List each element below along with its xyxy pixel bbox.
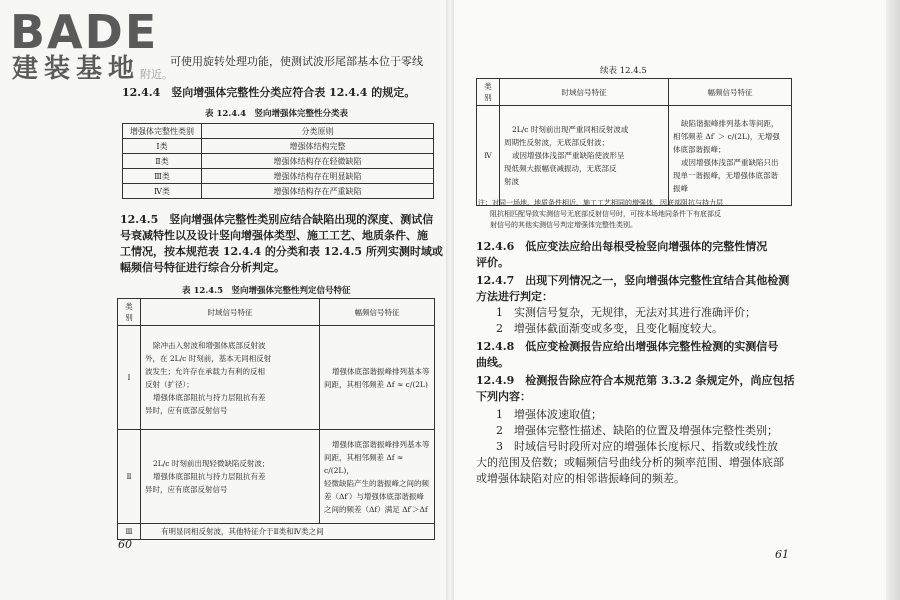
list-item: 或增强体缺陷对应的相邻谐振峰间的频差。	[476, 472, 685, 485]
list-item: 1 增强体波速取值；	[496, 408, 602, 421]
page-number: 61	[775, 548, 789, 561]
table-header-row	[123, 124, 434, 139]
cell-line: 除冲击入射波和增强体底部反射波	[153, 340, 266, 350]
cell-line: 增强体底部谐振峰排列基本等	[332, 366, 430, 376]
list-item: 大的范围及倍数；或幅频信号曲线分析的频率范围、增强体底部	[476, 456, 784, 469]
cell-line: 之间的频差（Δf）满足 Δf′＞Δf	[324, 504, 428, 514]
section-12-4-5-line: 号衰减特性以及设计竖向增强体类型、施工工艺、地质条件、施	[120, 229, 428, 242]
section-12-4-7: 方法进行判定：	[476, 290, 553, 303]
table-cell: 增强体结构存在明显缺陷	[202, 169, 434, 184]
section-12-4-9: 12.4.9 检测报告除应符合本规范第 3.3.2 条规定外，尚应包括	[476, 374, 795, 387]
table-header-row	[118, 299, 435, 326]
text-line: 可使用旋转处理功能，使测试波形尾部基本位于零线	[170, 55, 423, 68]
table-cell: Ⅱ类	[123, 154, 202, 169]
section-12-4-8: 曲线。	[476, 356, 509, 369]
list-item: 3 时域信号时段所对应的增强体长度标尺、指数或线性放	[496, 440, 778, 453]
table-cell: 有明显同相反射波，其他特征介于Ⅱ类和Ⅳ类之间	[141, 524, 435, 540]
section-12-4-5-line: 幅频信号特征进行综合分析判定。	[120, 261, 285, 274]
cell-line: 现低频大振幅衰减振动，无底部反	[504, 164, 617, 173]
cell-line: 差（Δf′）与增强体底部谐振峰	[324, 491, 424, 501]
section-12-4-6: 评价。	[476, 256, 509, 269]
cell-line: 异时，应有底部反射信号	[145, 485, 228, 494]
cell-line: 周期性反射波，无底部反射波；	[504, 138, 609, 147]
table-cell: 增强体结构存在轻微缺陷	[202, 154, 434, 169]
cell-line: 射波	[504, 177, 519, 186]
page-number: 60	[118, 538, 132, 551]
book-gutter	[446, 0, 454, 600]
column-header: 时域信号特征	[141, 299, 320, 326]
cell-line: 或因增强体浅部严重缺陷使波形呈	[512, 151, 625, 160]
section-12-4-6: 12.4.6 低应变法应给出每根受检竖向增强体的完整性情况	[476, 240, 768, 253]
table-row	[123, 184, 434, 199]
cell-line: 间距，其相邻频差 Δf ≈ c/(2L)	[324, 379, 428, 389]
cell-line: 缺陷谐振峰排列基本等间距，	[681, 118, 779, 128]
table-caption: 表 12.4.5 竖向增强体完整性判定信号特征	[182, 286, 351, 296]
table-row	[123, 139, 434, 154]
cell-line: 2L/c 时刻前出现严重同相反射波或	[512, 125, 629, 134]
table-cell: Ⅲ类	[123, 169, 202, 184]
cell-line: 外，在 2L/c 时刻前，基本无同相反射	[145, 353, 272, 363]
section-12-4-7: 12.4.7 出现下列情况之一，竖向增强体完整性宜结合其他检测	[476, 274, 790, 287]
table-row	[123, 169, 434, 184]
table-row	[118, 430, 435, 524]
table-12-4-5-continued	[476, 78, 792, 206]
list-item: 1 实测信号复杂，无规律，无法对其进行准确评价；	[496, 306, 756, 319]
cell-line: 异时，应有底部反射信号	[145, 405, 228, 415]
table-note-line: 注：对同一场地、地质条件相近、施工工艺相同的增强体，因底部阻抗与持力层	[478, 199, 723, 207]
cell-line: 现单一谐振峰，无增强体底部谐	[673, 170, 778, 180]
section-12-4-5-line: 工情况，按本规范表 12.4.4 的分类和表 12.4.5 所列实测时域或	[120, 245, 443, 258]
column-header: 幅频信号特征	[669, 79, 792, 106]
table-cell: Ⅰ	[118, 326, 141, 430]
table-cell	[320, 326, 435, 430]
table-header-row	[477, 79, 792, 106]
list-item: 2 增强体完整性描述、缺陷的位置及增强体完整性类别；	[496, 424, 778, 437]
table-cell: Ⅲ	[118, 524, 141, 540]
cell-line: 波发生；允许存在承载力有利的反相	[145, 366, 265, 376]
table-cell: Ⅳ类	[123, 184, 202, 199]
column-header: 分类原则	[202, 124, 434, 139]
table-cell	[320, 430, 435, 524]
column-header: 幅频信号特征	[320, 299, 435, 326]
table-cell: Ⅰ类	[123, 139, 202, 154]
cell-line: 或因增强体浅部严重缺陷只出	[681, 157, 779, 167]
section-12-4-8: 12.4.8 低应变检测报告应给出增强体完整性检测的实测信号	[476, 340, 779, 353]
table-cell: 增强体结构存在严重缺陷	[202, 184, 434, 199]
watermark-subtitle: 建装基地	[12, 54, 141, 84]
table-cell	[669, 106, 792, 206]
table-row	[477, 106, 792, 206]
table-row	[118, 524, 435, 540]
page-edge	[886, 0, 900, 600]
table-row	[118, 326, 435, 430]
cell-line: 相邻频差 Δf′ ＞ c/(2L)，无增强	[673, 131, 780, 141]
cell-line: 增强体底部阻抗与持力层阻抗有差	[153, 472, 266, 481]
table-cell	[141, 326, 320, 430]
cell-line: 间距，其相邻频差 Δf ≈ c/(2L)，	[324, 452, 404, 475]
cell-line: 振峰	[673, 183, 688, 193]
table-12-4-4	[122, 123, 434, 199]
cell-line: 增强体底部阻抗与持力层阻抗有差	[153, 392, 266, 402]
table-12-4-5	[117, 298, 435, 540]
column-header: 增强体完整性类别	[123, 124, 202, 139]
watermark-logo: BADE	[10, 5, 159, 59]
table-cell	[141, 430, 320, 524]
section-12-4-9: 下列内容：	[476, 390, 531, 403]
cell-line: 增强体底部谐振峰排列基本等	[332, 439, 430, 449]
column-header: 类别	[118, 299, 141, 326]
column-header: 类别	[477, 79, 500, 106]
table-cell	[500, 106, 669, 206]
table-cell: Ⅱ	[118, 430, 141, 524]
text-line: 附近。	[140, 68, 173, 81]
table-note-line: 阻抗相匹配导致实测信号无底部反射信号时，可按本场地同条件下有底部反	[490, 210, 721, 218]
section-12-4-4: 12.4.4 竖向增强体完整性分类应符合表 12.4.4 的规定。	[122, 86, 416, 99]
table-row	[123, 154, 434, 169]
table-caption: 续表 12.4.5	[600, 66, 647, 76]
cell-line: 轻微缺陷产生的谐振峰之间的频	[324, 478, 429, 488]
cell-line: 体底部谐振峰；	[673, 144, 726, 154]
list-item: 2 增强体截面渐变或多变，且变化幅度较大。	[496, 322, 723, 335]
table-caption: 表 12.4.4 竖向增强体完整性分类表	[205, 109, 349, 119]
table-note-line: 射信号的其他实测信号判定增强体完整性类别。	[490, 221, 637, 229]
table-cell: Ⅳ	[477, 106, 500, 206]
cell-line: 2L/c 时刻前出现轻微缺陷反射波；	[153, 459, 270, 468]
column-header: 时域信号特征	[500, 79, 669, 106]
table-cell: 增强体结构完整	[202, 139, 434, 154]
cell-line: 反射（扩径）；	[145, 379, 194, 389]
section-12-4-5-line: 12.4.5 竖向增强体完整性类别应结合缺陷出现的深度、测试信	[120, 213, 434, 226]
